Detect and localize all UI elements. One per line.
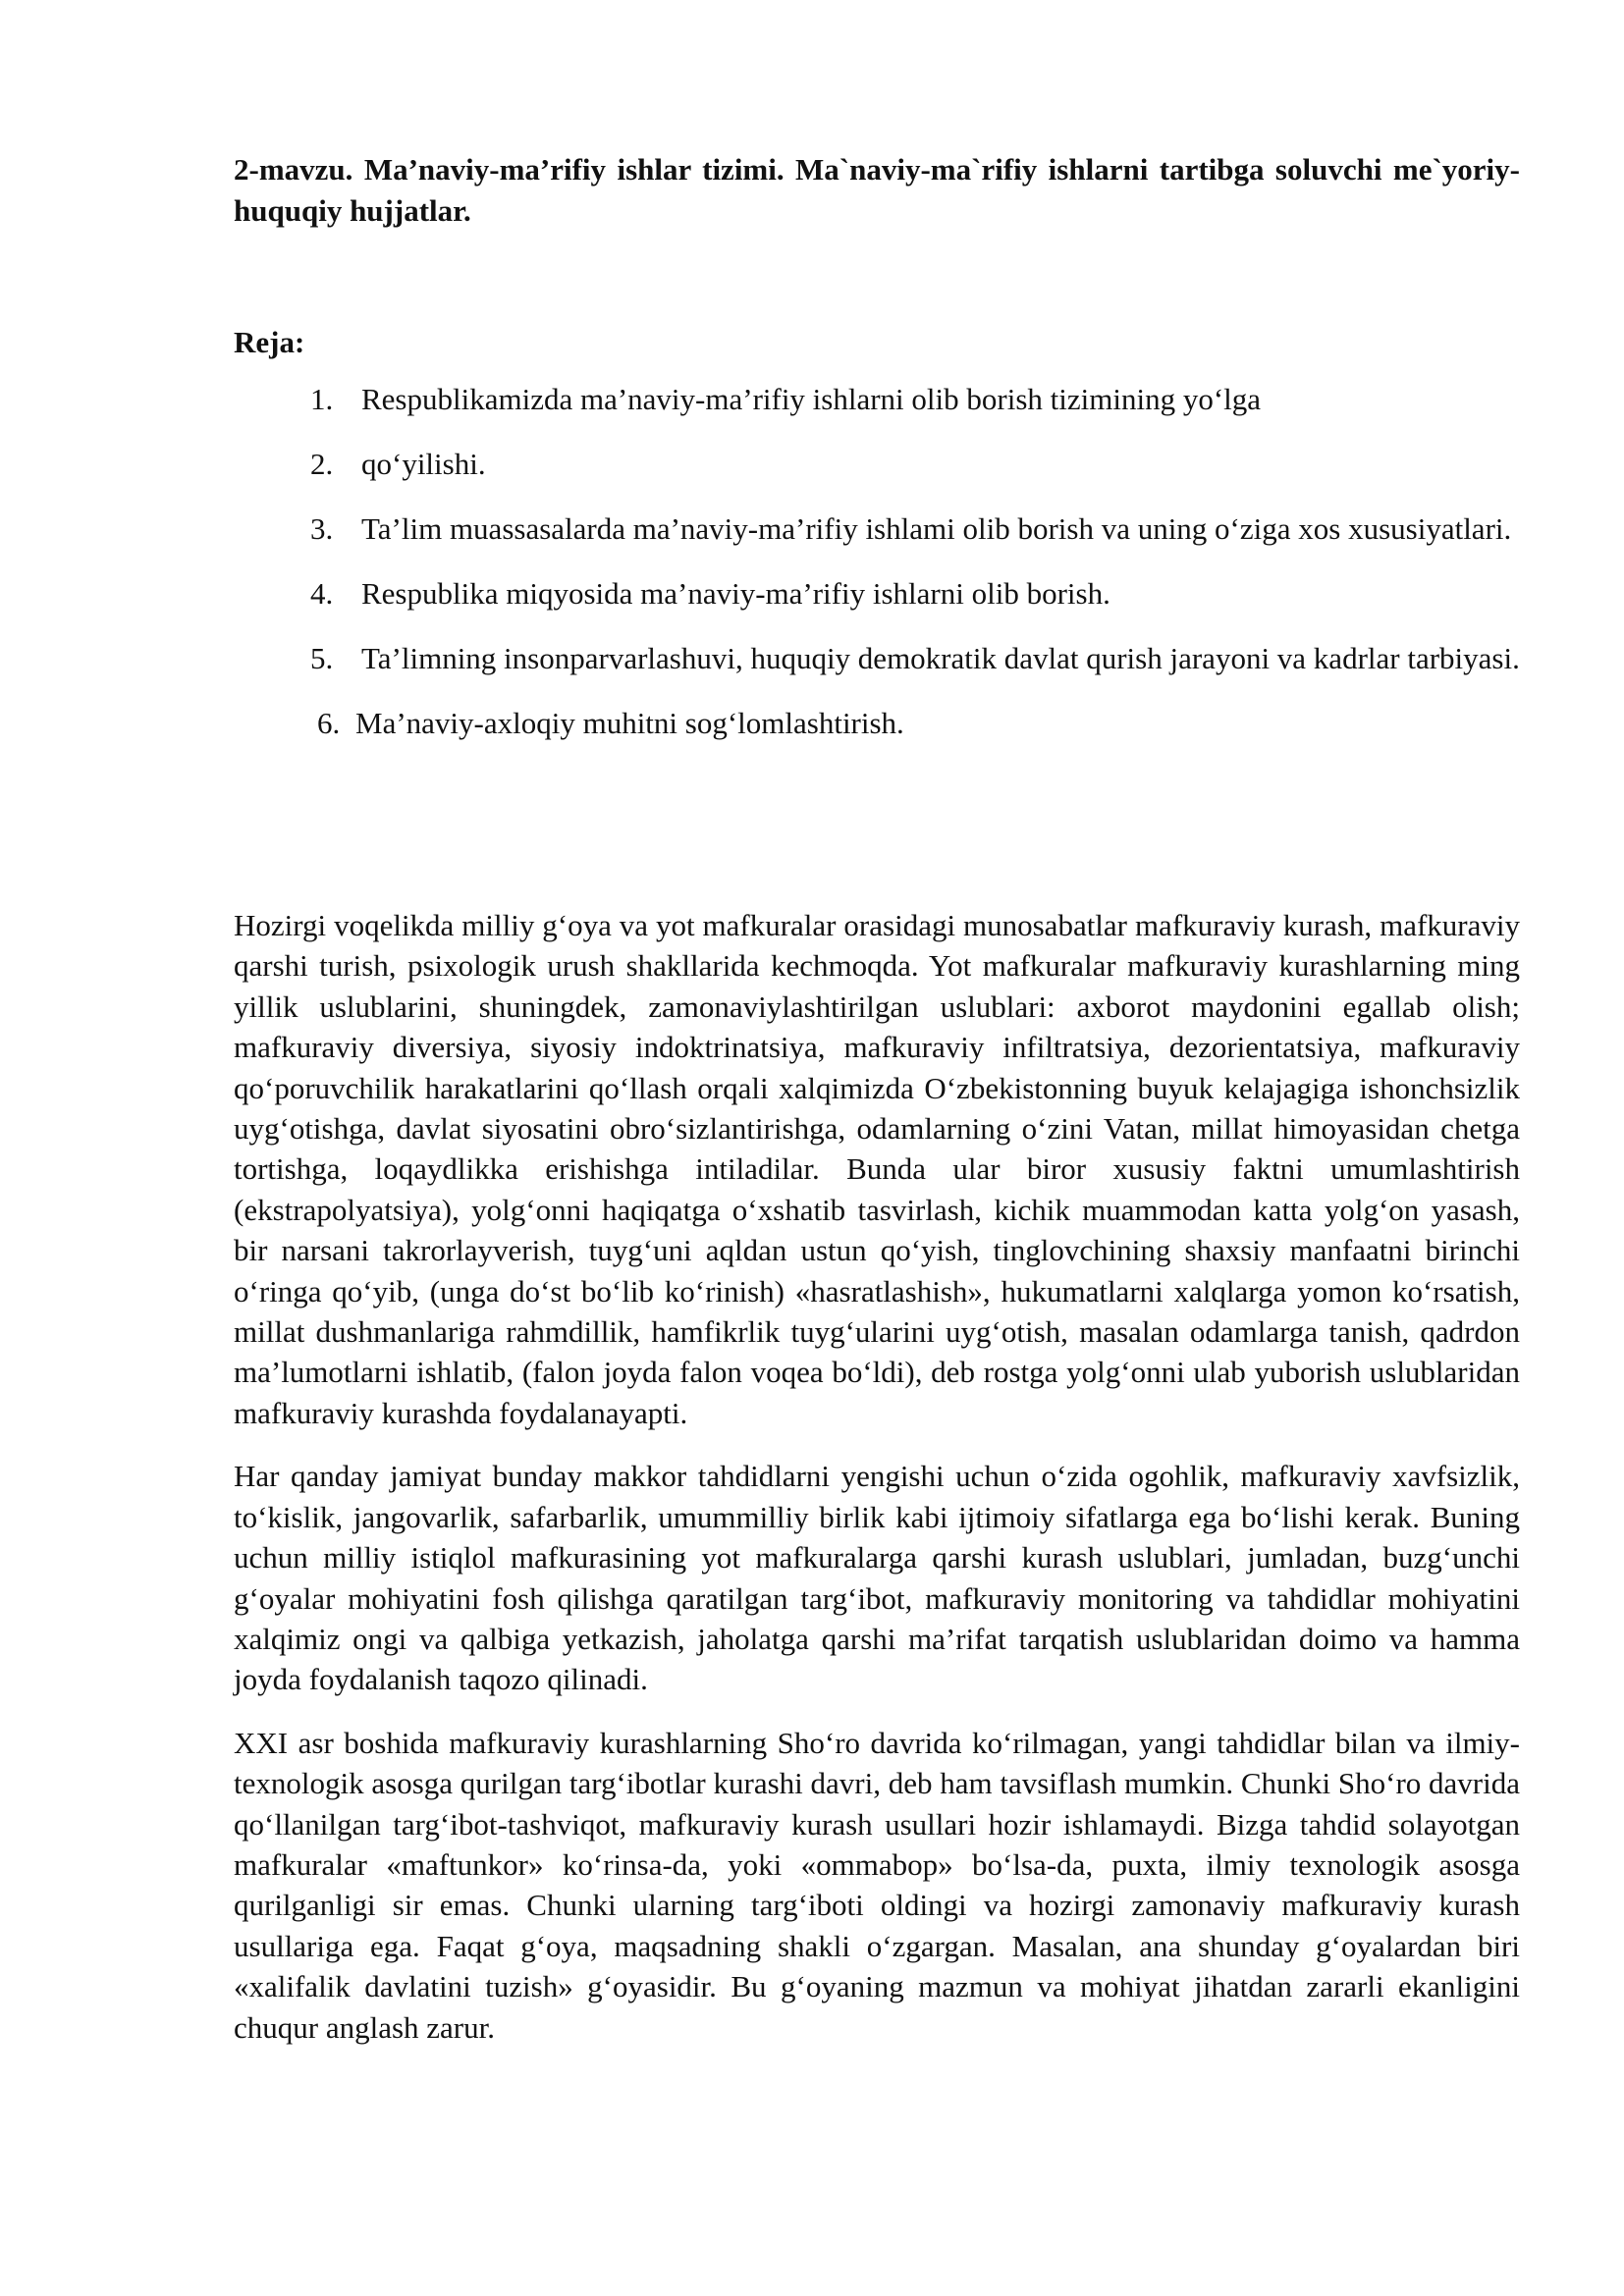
plan-item-text: Ta’lim muassasalarda ma’naviy-ma’rifiy ishlami olib borish va uning o‘ziga xos xususiyatlari. — [361, 511, 1512, 546]
plan-item-text: qo‘yilishi. — [361, 447, 486, 481]
body-paragraph: Har qanday jamiyat bunday makkor tahdidlarni yengishi uchun o‘zida ogohlik, mafkuraviy xavfsizlik, to‘kislik, jangovarlik, safarbarlik, umummilliy birlik kabi ijtimoiy sifatlarga ega bo‘lishi kerak. Buning uchun milliy istiqlol mafkurasining yot mafkuralarga qarshi kurash uslublari, jumladan, buzg‘unchi g‘oyalar mohiyatini fosh qilishga qaratilgan targ‘ibot, mafkuraviy monitoring va tahdidlar mohiyatini xalqimiz ongi va qalbiga yetkazish, jaholatga qarshi ma’rifat tarqatish uslublaridan doimo va hamma joyda foydalanish taqozo qilinadi. — [234, 1459, 1520, 1697]
plan-item-text: Respublika miqyosida ma’naviy-ma’rifiy ishlarni olib borish. — [361, 576, 1110, 611]
plan-item-number: 3. — [310, 511, 334, 546]
plan-item — [234, 379, 1520, 420]
plan-item-number: 1. — [310, 382, 334, 416]
plan-item-text: Respublikamizda ma’naviy-ma’rifiy ishlarni olib borish tizimining yo‘lga — [361, 382, 1262, 416]
plan-item-text: Ma’naviy-axloqiy muhitni sog‘lomlashtirish. — [355, 706, 904, 740]
plan-item — [234, 573, 1520, 614]
plan-item-number: 4. — [310, 576, 334, 611]
plan-list — [234, 379, 1520, 768]
document-title: 2-mavzu. Ma’naviy-ma’rifiy ishlar tizimi. Ma`naviy-ma`rifiy ishlarni tartibga soluvchi me`yoriy-huquqiy hujjatlar. — [234, 152, 1520, 228]
plan-heading: Reja: — [234, 325, 305, 359]
plan-item — [234, 508, 1520, 550]
body-text — [234, 905, 1520, 2070]
plan-item — [234, 638, 1520, 679]
plan-item-number: 2. — [310, 447, 334, 481]
plan-item-number: 5. — [310, 641, 334, 675]
body-paragraph: XXI asr boshida mafkuraviy kurashlarning Sho‘ro davrida ko‘rilmagan, yangi tahdidlar bilan va ilmiy-texnologik asosga qurilgan targ‘ibotlar kurashi davri, deb ham tavsiflash mumkin. Chunki Sho‘ro davrida qo‘llanilgan targ‘ibot-tashviqot, mafkuraviy kurash usullari hozir ishlamaydi. Bizga tahdid solayotgan mafkuralar «maftunkor» ko‘rinsa-da, yoki «ommabop» bo‘lsa-da, puxta, ilmiy texnologik asosga qurilganligi sir emas. Chunki ularning targ‘iboti oldingi va hozirgi zamonaviy mafkuraviy kurash usullariga ega. Faqat g‘oya, maqsadning shakli o‘zgargan. Masalan, ana shunday g‘oyalardan biri «xalifalik davlatini tuzish» g‘oyasidir. Bu g‘oyaning mazmun va mohiyat jihatdan zararli ekanligini chuqur anglash zarur. — [234, 1725, 1520, 2045]
plan-item — [317, 703, 1520, 744]
plan-item-number: 6. — [317, 706, 341, 740]
plan-item — [234, 444, 1520, 485]
body-paragraph: Hozirgi voqelikda milliy g‘oya va yot mafkuralar orasidagi munosabatlar mafkuraviy kurash, mafkuraviy qarshi turish, psixologik urush shakllarida kechmoqda. Yot mafkuralar mafkuraviy kurashlarning ming yillik uslublarini, shuningdek, zamonaviylashtirilgan uslublari: axborot maydonini egallab olish; mafkuraviy diversiya, siyosiy indoktrinatsiya, mafkuraviy infiltratsiya, dezorientatsiya, mafkuraviy qo‘poruvchilik harakatlarini qo‘llash orqali xalqimizda O‘zbekistonning buyuk kelajagiga ishonchsizlik uyg‘otishga, davlat siyosatini obro‘sizlantirishga, odamlarning o‘zini Vatan, millat himoyasidan chetga tortishga, loqaydlikka erishishga intiladilar. Bunda ular biror xususiy faktni umumlashtirish (ekstrapolyatsiya), yolg‘onni haqiqatga o‘xshatib tasvirlash, kichik muammodan katta yolg‘on yasash, bir narsani takrorlayverish, tuyg‘uni aqldan ustun qo‘yish, tinglovchining shaxsiy manfaatni birinchi o‘ringa qo‘yib, (unga do‘st bo‘lib ko‘rinish) «hasratlashish», hukumatlarni xalqlarga yomon ko‘rsatish, millat dushmanlariga rahmdillik, hamfikrlik tuyg‘ularini uyg‘otish, masalan odamlarga tanish, qadrdon ma’lumotlarni ishlatib, (falon joyda falon voqea bo‘ldi), deb rostga yolg‘onni ulab yuborish uslublaridan mafkuraviy kurashda foydalanayapti. — [234, 908, 1520, 1430]
plan-item-text: Ta’limning insonparvarlashuvi, huquqiy demokratik davlat qurish jarayoni va kadrlar tarbiyasi. — [361, 641, 1520, 675]
